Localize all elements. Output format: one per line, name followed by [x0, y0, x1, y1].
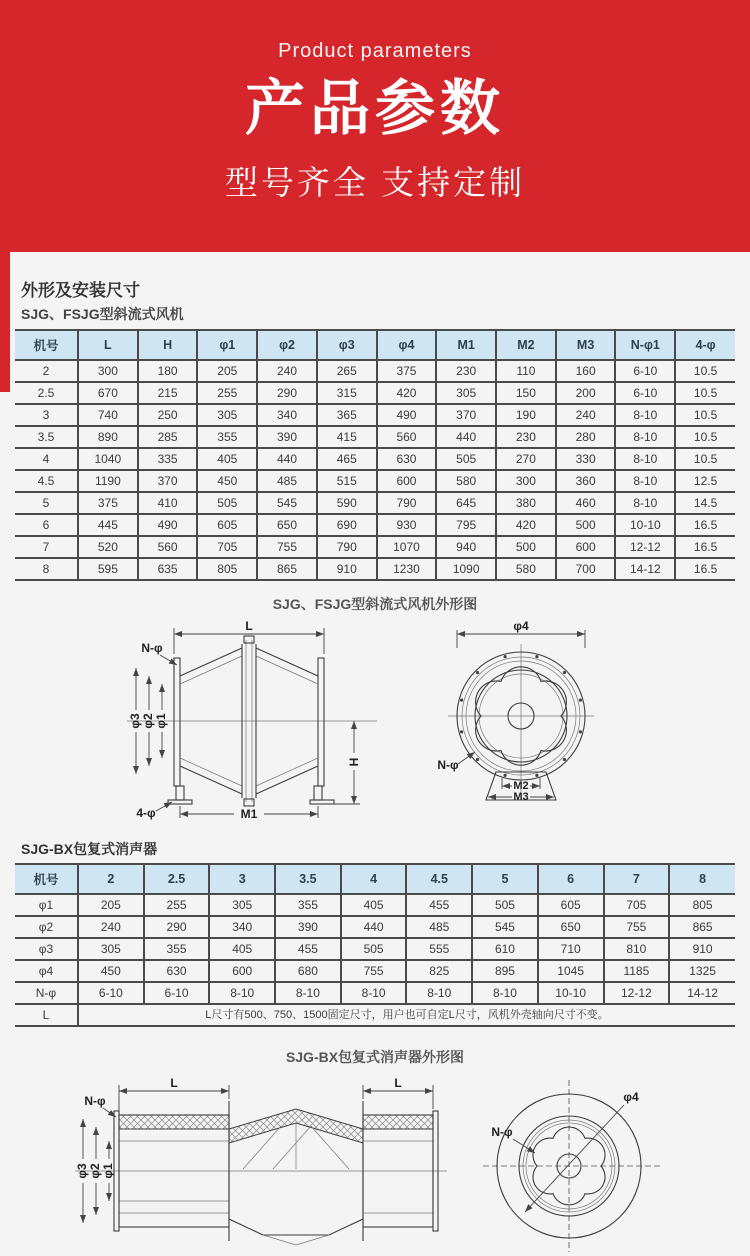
table-cell: 8-10: [615, 492, 675, 514]
dim-label-phi1: φ1: [154, 713, 168, 729]
table-cell: 6-10: [615, 360, 675, 382]
column-header: 2: [78, 864, 144, 894]
dim-label-n-phi: N-φ: [491, 1125, 513, 1139]
table-cell: 150: [496, 382, 556, 404]
table-row: [15, 982, 735, 1004]
row-header: φ3: [15, 938, 78, 960]
row-header: 7: [15, 536, 78, 558]
row-header: L: [15, 1004, 78, 1026]
table-cell: 1190: [78, 470, 138, 492]
table-cell: 10-10: [615, 514, 675, 536]
row-header: φ2: [15, 916, 78, 938]
column-header: M3: [556, 330, 616, 360]
table-cell: 505: [197, 492, 257, 514]
table-cell: 205: [197, 360, 257, 382]
table-cell: 790: [317, 536, 377, 558]
muffler-front-view-drawing: [469, 1071, 679, 1256]
table-cell: 14.5: [675, 492, 735, 514]
table-cell: 560: [138, 536, 198, 558]
banner-tagline: 型号齐全 支持定制: [224, 164, 526, 201]
banner-title: 产品参数: [245, 75, 505, 142]
column-header: 2.5: [144, 864, 210, 894]
row-header: N-φ: [15, 982, 78, 1004]
column-header: M2: [496, 330, 556, 360]
table-cell: 340: [209, 916, 275, 938]
column-header: 机号: [15, 864, 78, 894]
table-cell: 890: [78, 426, 138, 448]
table-cell: 580: [496, 558, 556, 580]
fan-side-view-drawing: [122, 618, 382, 823]
table-cell: 450: [197, 470, 257, 492]
fan-dimensions-table: [15, 329, 735, 581]
table-cell: 6-10: [78, 982, 144, 1004]
table-cell: 420: [496, 514, 556, 536]
table-cell: 545: [472, 916, 538, 938]
table-cell: 280: [556, 426, 616, 448]
table-cell: 200: [556, 382, 616, 404]
dim-label-phi2: φ2: [141, 713, 155, 729]
table-cell: 445: [78, 514, 138, 536]
table-cell: 10.5: [675, 448, 735, 470]
table-cell: 940: [436, 536, 496, 558]
row-header: 4: [15, 448, 78, 470]
table-cell: 690: [317, 514, 377, 536]
product-parameters-banner: [0, 0, 750, 252]
table-cell: 16.5: [675, 558, 735, 580]
table-cell: 810: [604, 938, 670, 960]
table-cell: 580: [436, 470, 496, 492]
table-cell: 6-10: [144, 982, 210, 1004]
row-header: φ4: [15, 960, 78, 982]
figure1-caption: SJG、FSJG型斜流式风机外形图: [272, 596, 478, 612]
table-cell: 8-10: [209, 982, 275, 1004]
table-cell: 605: [197, 514, 257, 536]
table-row: [15, 448, 735, 470]
table-cell: 8-10: [615, 404, 675, 426]
table-cell: 1185: [604, 960, 670, 982]
table-cell: 240: [556, 404, 616, 426]
table-cell: 16.5: [675, 536, 735, 558]
table-cell: 500: [496, 536, 556, 558]
table-cell: 710: [538, 938, 604, 960]
table-cell: 455: [275, 938, 341, 960]
figure2-caption: SJG-BX包复式消声器外形图: [285, 1049, 465, 1065]
dim-label-m2: M2: [513, 780, 529, 792]
table-cell: 1040: [78, 448, 138, 470]
table-cell: 305: [78, 938, 144, 960]
table-cell: 305: [209, 894, 275, 916]
table-cell: 650: [257, 514, 317, 536]
table-cell: 240: [78, 916, 144, 938]
table-cell: 795: [436, 514, 496, 536]
table-cell: 110: [496, 360, 556, 382]
section1-heading: 外形及安装尺寸: [21, 281, 140, 300]
row-header: 4.5: [15, 470, 78, 492]
column-header: 4-φ: [675, 330, 735, 360]
column-header: 8: [669, 864, 735, 894]
table-row: [15, 426, 735, 448]
table-row: [15, 514, 735, 536]
table-cell: 805: [197, 558, 257, 580]
content-area: [0, 276, 750, 1256]
table-row: [15, 492, 735, 514]
section1-subheading: SJG、FSJG型斜流式风机: [21, 306, 184, 322]
dim-label-phi1: φ1: [101, 1163, 115, 1179]
table-cell: 365: [317, 404, 377, 426]
table-row: [15, 382, 735, 404]
table-cell: 1325: [669, 960, 735, 982]
left-accent-stripe: [0, 252, 10, 392]
table-cell: 390: [275, 916, 341, 938]
table-cell: 290: [144, 916, 210, 938]
table-cell: 10.5: [675, 426, 735, 448]
table-cell: 600: [209, 960, 275, 982]
table-cell: 440: [257, 448, 317, 470]
table-cell: 12.5: [675, 470, 735, 492]
table-cell: 490: [138, 514, 198, 536]
table-cell: 555: [406, 938, 472, 960]
table-cell: 390: [257, 426, 317, 448]
table-cell: 12-12: [604, 982, 670, 1004]
column-header: 5: [472, 864, 538, 894]
column-header: φ3: [317, 330, 377, 360]
table-cell: 305: [197, 404, 257, 426]
table-cell: 12-12: [615, 536, 675, 558]
table-cell: 285: [138, 426, 198, 448]
table-cell: 300: [496, 470, 556, 492]
span-note: L尺寸有500、750、1500固定尺寸，用户也可自定L尺寸，风机外壳轴向尺寸不变。: [78, 1004, 735, 1026]
table-cell: 930: [377, 514, 437, 536]
table-cell: 240: [257, 360, 317, 382]
table-cell: 440: [436, 426, 496, 448]
figure2: [15, 1071, 735, 1256]
table-cell: 865: [669, 916, 735, 938]
dim-label-l-right: L: [394, 1076, 402, 1090]
column-header: 3: [209, 864, 275, 894]
figure1: [15, 618, 735, 823]
table-cell: 370: [436, 404, 496, 426]
dim-label-n-phi: N-φ: [141, 641, 163, 655]
table-cell: 180: [138, 360, 198, 382]
table-cell: 10.5: [675, 382, 735, 404]
table-cell: 8-10: [615, 470, 675, 492]
table-cell: 1090: [436, 558, 496, 580]
dim-label-n-phi: N-φ: [84, 1094, 106, 1108]
table-cell: 705: [604, 894, 670, 916]
table-cell: 380: [496, 492, 556, 514]
table-cell: 8-10: [472, 982, 538, 1004]
table-cell: 14-12: [669, 982, 735, 1004]
table-cell: 560: [377, 426, 437, 448]
dim-label-m1: M1: [240, 807, 258, 821]
table-cell: 10.5: [675, 404, 735, 426]
column-header: L: [78, 330, 138, 360]
table-cell: 910: [317, 558, 377, 580]
table-cell: 375: [78, 492, 138, 514]
table-cell: 215: [138, 382, 198, 404]
table-row: [15, 404, 735, 426]
row-header: 3.5: [15, 426, 78, 448]
table-row: [15, 938, 735, 960]
table-row: [15, 536, 735, 558]
table-cell: 910: [669, 938, 735, 960]
table-cell: 610: [472, 938, 538, 960]
table-row: [15, 960, 735, 982]
table-cell: 360: [556, 470, 616, 492]
table-cell: 450: [78, 960, 144, 982]
span-row: [15, 1004, 735, 1026]
table-cell: 250: [138, 404, 198, 426]
table-cell: 10-10: [538, 982, 604, 1004]
table-cell: 8-10: [406, 982, 472, 1004]
column-header: 6: [538, 864, 604, 894]
table-cell: 600: [556, 536, 616, 558]
table-cell: 230: [436, 360, 496, 382]
table-cell: 460: [556, 492, 616, 514]
table-cell: 545: [257, 492, 317, 514]
table-cell: 375: [377, 360, 437, 382]
column-header: φ1: [197, 330, 257, 360]
dim-label-phi4: φ4: [623, 1090, 639, 1104]
table-cell: 290: [257, 382, 317, 404]
table-cell: 1230: [377, 558, 437, 580]
table-cell: 485: [406, 916, 472, 938]
table-cell: 355: [275, 894, 341, 916]
dim-label-h: H: [347, 757, 361, 767]
table-cell: 8-10: [615, 426, 675, 448]
table-row: [15, 894, 735, 916]
table-cell: 370: [138, 470, 198, 492]
table-cell: 630: [377, 448, 437, 470]
table-row: [15, 916, 735, 938]
column-header: 4: [341, 864, 407, 894]
table-row: [15, 360, 735, 382]
dim-label-phi4: φ4: [513, 619, 529, 633]
row-header: 8: [15, 558, 78, 580]
table-cell: 505: [472, 894, 538, 916]
table-cell: 270: [496, 448, 556, 470]
table-cell: 440: [341, 916, 407, 938]
table-cell: 355: [144, 938, 210, 960]
table-cell: 410: [138, 492, 198, 514]
table-cell: 340: [257, 404, 317, 426]
table-cell: 670: [78, 382, 138, 404]
header-row: [15, 330, 735, 360]
table-cell: 405: [209, 938, 275, 960]
column-header: 机号: [15, 330, 78, 360]
muffler-dimensions-table: [15, 863, 735, 1027]
table-cell: 645: [436, 492, 496, 514]
column-header: M1: [436, 330, 496, 360]
table-cell: 490: [377, 404, 437, 426]
table-cell: 705: [197, 536, 257, 558]
table-cell: 700: [556, 558, 616, 580]
table-cell: 415: [317, 426, 377, 448]
table-cell: 10.5: [675, 360, 735, 382]
table-cell: 405: [341, 894, 407, 916]
table-cell: 190: [496, 404, 556, 426]
column-header: N-φ1: [615, 330, 675, 360]
fan-front-view-drawing: [418, 618, 628, 823]
table-cell: 635: [138, 558, 198, 580]
table-cell: 6-10: [615, 382, 675, 404]
table-cell: 300: [78, 360, 138, 382]
table-cell: 590: [317, 492, 377, 514]
table-cell: 825: [406, 960, 472, 982]
table-cell: 895: [472, 960, 538, 982]
table-cell: 500: [556, 514, 616, 536]
table-cell: 465: [317, 448, 377, 470]
column-header: φ4: [377, 330, 437, 360]
table-cell: 335: [138, 448, 198, 470]
row-header: 5: [15, 492, 78, 514]
table-row: [15, 470, 735, 492]
table-cell: 505: [436, 448, 496, 470]
table-cell: 205: [78, 894, 144, 916]
table-cell: 420: [377, 382, 437, 404]
column-header: H: [138, 330, 198, 360]
dim-label-m3: M3: [513, 791, 529, 803]
table-cell: 14-12: [615, 558, 675, 580]
table-cell: 650: [538, 916, 604, 938]
table-row: [15, 558, 735, 580]
table-cell: 790: [377, 492, 437, 514]
row-header: 6: [15, 514, 78, 536]
table-cell: 1045: [538, 960, 604, 982]
dim-label-phi2: φ2: [88, 1163, 102, 1179]
table-cell: 305: [436, 382, 496, 404]
table-cell: 600: [377, 470, 437, 492]
table-cell: 255: [197, 382, 257, 404]
column-header: φ2: [257, 330, 317, 360]
table-cell: 255: [144, 894, 210, 916]
table-cell: 520: [78, 536, 138, 558]
table-cell: 485: [257, 470, 317, 492]
table-cell: 355: [197, 426, 257, 448]
section2-heading: SJG-BX包复式消声器: [21, 841, 158, 857]
table-cell: 160: [556, 360, 616, 382]
dim-label-l: L: [245, 619, 253, 633]
table-cell: 740: [78, 404, 138, 426]
dim-label-phi3: φ3: [128, 713, 142, 729]
table-cell: 515: [317, 470, 377, 492]
muffler-side-view-drawing: [71, 1071, 451, 1256]
table-cell: 630: [144, 960, 210, 982]
dim-label-4-phi: 4-φ: [136, 806, 156, 820]
table-cell: 755: [341, 960, 407, 982]
table-cell: 8-10: [341, 982, 407, 1004]
column-header: 3.5: [275, 864, 341, 894]
table-cell: 680: [275, 960, 341, 982]
table-cell: 605: [538, 894, 604, 916]
row-header: 2: [15, 360, 78, 382]
table-cell: 315: [317, 382, 377, 404]
table-cell: 505: [341, 938, 407, 960]
table-cell: 805: [669, 894, 735, 916]
dim-label-l-left: L: [170, 1076, 178, 1090]
table-cell: 265: [317, 360, 377, 382]
row-header: 3: [15, 404, 78, 426]
banner-subtitle-en: Product parameters: [278, 40, 472, 62]
column-header: 4.5: [406, 864, 472, 894]
table-cell: 755: [257, 536, 317, 558]
table-cell: 595: [78, 558, 138, 580]
table-cell: 8-10: [275, 982, 341, 1004]
table-cell: 16.5: [675, 514, 735, 536]
row-header: φ1: [15, 894, 78, 916]
table-cell: 755: [604, 916, 670, 938]
row-header: 2.5: [15, 382, 78, 404]
table-cell: 230: [496, 426, 556, 448]
table-cell: 865: [257, 558, 317, 580]
table-cell: 405: [197, 448, 257, 470]
table-cell: 8-10: [615, 448, 675, 470]
table-cell: 455: [406, 894, 472, 916]
column-header: 7: [604, 864, 670, 894]
table-cell: 1070: [377, 536, 437, 558]
table-cell: 330: [556, 448, 616, 470]
dim-label-n-phi: N-φ: [437, 758, 459, 772]
header-row: [15, 864, 735, 894]
dim-label-phi3: φ3: [75, 1163, 89, 1179]
